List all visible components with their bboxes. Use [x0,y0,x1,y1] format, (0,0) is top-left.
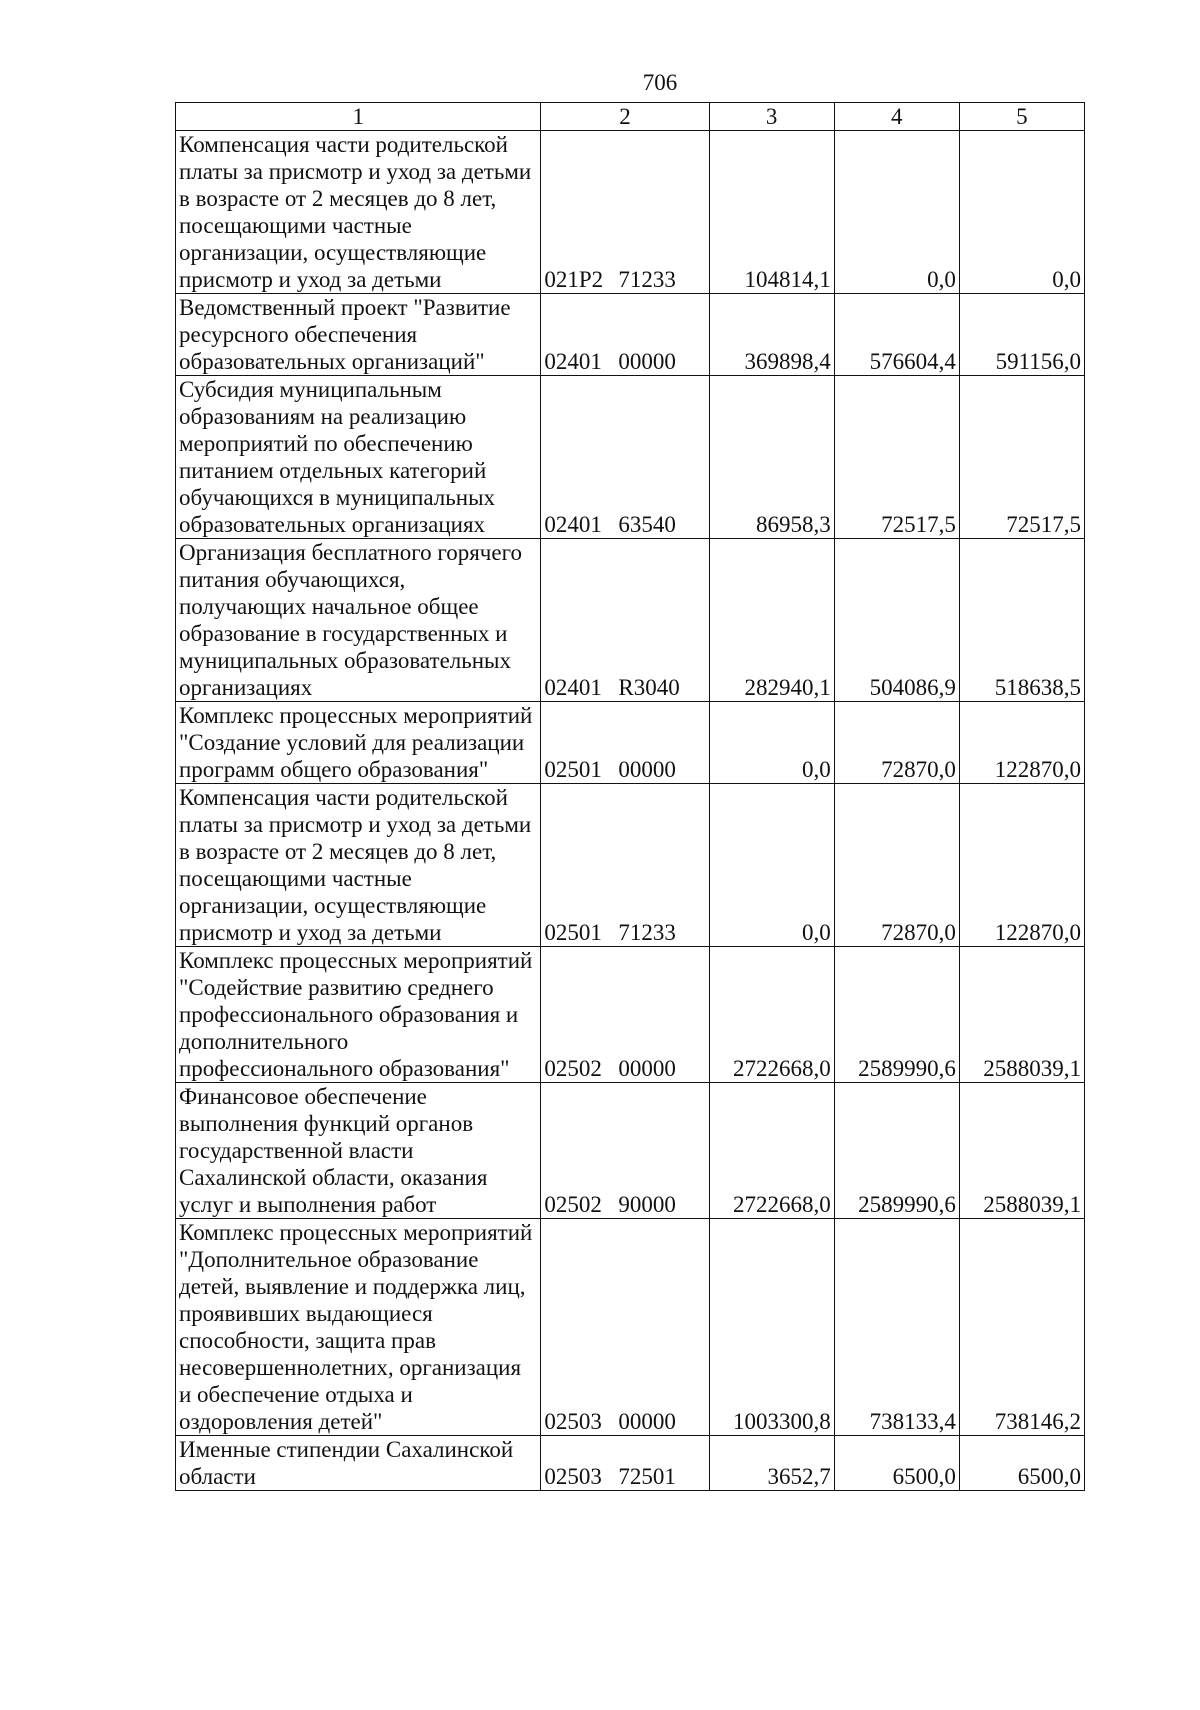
code-direction: 72501 [618,1464,676,1489]
table-row [176,702,1085,784]
value-col5: 122870,0 [959,784,1084,947]
value-col3: 1003300,8 [709,1219,834,1436]
value-col4: 2589990,6 [834,947,959,1083]
code-program: 02502 [544,1056,602,1081]
table-row [176,1219,1085,1436]
value-col5: 518638,5 [959,539,1084,702]
value-col5: 6500,0 [959,1436,1084,1491]
code-direction: 00000 [618,1409,676,1434]
value-col4: 72517,5 [834,376,959,539]
row-code [541,1436,709,1491]
column-header: 4 [834,103,959,131]
code-program: 021P2 [544,267,604,292]
row-name: Комплекс процессных мероприятий "Дополнительное образование детей, выявление и поддержка лиц, проявивших выдающиеся способности, защита прав несовершеннолетних, организация и обеспечение отдыха и оздоровления детей" [176,1219,541,1436]
column-header: 1 [176,103,541,131]
row-code [541,376,709,539]
row-name: Компенсация части родительской платы за присмотр и уход за детьми в возрасте от 2 месяцев до 8 лет, посещающими частные организации, осуществляющие присмотр и уход за детьми [176,131,541,294]
value-col3: 0,0 [709,702,834,784]
value-col5: 2588039,1 [959,1083,1084,1219]
table-row [176,376,1085,539]
row-code [541,1219,709,1436]
page-number: 706 [642,70,678,95]
code-direction: 00000 [618,1056,676,1081]
code-direction: 71233 [618,920,676,945]
row-name: Компенсация части родительской платы за присмотр и уход за детьми в возрасте от 2 месяцев до 8 лет, посещающими частные организации, осуществляющие присмотр и уход за детьми [176,784,541,947]
value-col4: 72870,0 [834,784,959,947]
value-col4: 6500,0 [834,1436,959,1491]
code-program: 02401 [544,675,602,700]
value-col3: 0,0 [709,784,834,947]
table-row [176,1083,1085,1219]
code-program: 02401 [544,349,602,374]
value-col5: 0,0 [959,131,1084,294]
value-col4: 576604,4 [834,294,959,376]
value-col5: 72517,5 [959,376,1084,539]
value-col3: 2722668,0 [709,947,834,1083]
value-col3: 369898,4 [709,294,834,376]
table-header-row [176,103,1085,131]
value-col3: 2722668,0 [709,1083,834,1219]
code-direction: 63540 [618,512,676,537]
code-program: 02501 [544,757,602,782]
row-code [541,784,709,947]
code-direction: 90000 [618,1192,676,1217]
row-name: Ведомственный проект "Развитие ресурсного обеспечения образовательных организаций" [176,294,541,376]
value-col4: 738133,4 [834,1219,959,1436]
code-program: 02503 [544,1409,602,1434]
code-direction: R3040 [618,675,680,700]
value-col5: 738146,2 [959,1219,1084,1436]
value-col4: 504086,9 [834,539,959,702]
value-col3: 104814,1 [709,131,834,294]
code-direction: 00000 [618,349,676,374]
value-col4: 2589990,6 [834,1083,959,1219]
row-name: Субсидия муниципальным образованиям на реализацию мероприятий по обеспечению питанием отдельных категорий обучающихся в муниципальных образовательных организациях [176,376,541,539]
value-col5: 2588039,1 [959,947,1084,1083]
code-program: 02401 [544,512,602,537]
value-col3: 3652,7 [709,1436,834,1491]
table-row [176,1436,1085,1491]
value-col3: 282940,1 [709,539,834,702]
value-col4: 72870,0 [834,702,959,784]
row-code [541,947,709,1083]
code-direction: 00000 [618,757,676,782]
row-name: Финансовое обеспечение выполнения функций органов государственной власти Сахалинской области, оказания услуг и выполнения работ [176,1083,541,1219]
column-header: 5 [959,103,1084,131]
budget-table [175,102,1085,1491]
table-row [176,131,1085,294]
value-col5: 591156,0 [959,294,1084,376]
row-code [541,702,709,784]
row-code [541,539,709,702]
row-name: Именные стипендии Сахалинской области [176,1436,541,1491]
column-header: 2 [541,103,709,131]
row-name: Организация бесплатного горячего питания обучающихся, получающих начальное общее образование в государственных и муниципальных образовательных организациях [176,539,541,702]
row-code [541,294,709,376]
code-program: 02501 [544,920,602,945]
code-program: 02503 [544,1464,602,1489]
table-row [176,294,1085,376]
table-row [176,947,1085,1083]
table-row [176,539,1085,702]
code-program: 02502 [544,1192,602,1217]
code-direction: 71233 [618,267,676,292]
row-code [541,1083,709,1219]
table-row [176,784,1085,947]
row-code [541,131,709,294]
table-body [176,131,1085,1491]
row-name: Комплекс процессных мероприятий "Содействие развитию среднего профессионального образования и дополнительного профессионального образования" [176,947,541,1083]
column-header: 3 [709,103,834,131]
row-name: Комплекс процессных мероприятий "Создание условий для реализации программ общего образования" [176,702,541,784]
value-col3: 86958,3 [709,376,834,539]
value-col4: 0,0 [834,131,959,294]
value-col5: 122870,0 [959,702,1084,784]
